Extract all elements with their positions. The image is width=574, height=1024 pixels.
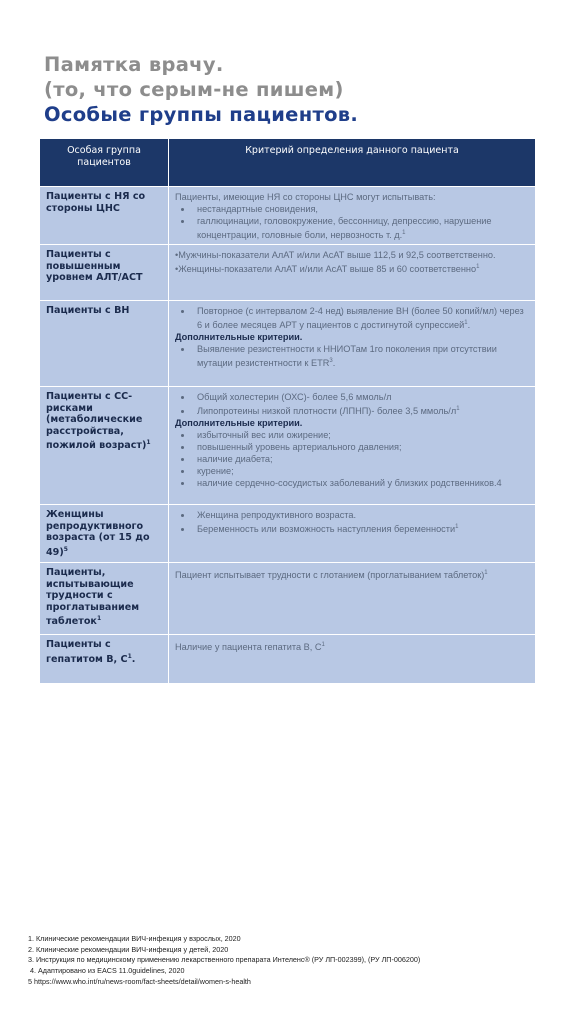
row-criteria-cns: Пациенты, имеющие НЯ со стороны ЦНС могут испытывать: • нестандартные сновидения, • галлюцинации, головокружение, бессонницу, депрессию, нарушение концентрации, головные боли, нервозность т. д.$^1$ (169, 187, 536, 245)
row-criteria-alt-ast (169, 245, 536, 301)
list-item: •Женщины-показатели АлАТ и/или АсАТ выше 85 и 60 соответственно$^1$ (175, 264, 480, 275)
reference-item: 1. Клинические рекомендации ВИЧ-инфекция у взрослых, 2020 (28, 934, 241, 943)
list-item: • наличие сердечно-сосудистых заболеваний у близких родственников.4 (193, 477, 529, 489)
table-row (40, 387, 536, 505)
row-criteria-vn (169, 301, 536, 387)
table-row (40, 245, 536, 301)
table-row (40, 563, 536, 635)
title-line-memo: Памятка врачу. (44, 53, 224, 76)
header-group: Особая группа пациентов (40, 139, 169, 187)
table-row (40, 301, 536, 387)
reference-item: 5 https://www.who.int/ru/news-room/fact-sheets/detail/women-s-health (28, 976, 251, 986)
list-item: • Повторное (с интервалом 2-4 нед) выявление ВН (более 50 копий/мл) через 6 и более месяцев АРТ у пациентов с достигнутой супрессией$^1$. (193, 305, 529, 331)
list-item: • Липопротеины низкой плотности (ЛПНП)- более 3,5 ммоль/$л^1$ (193, 403, 529, 417)
row-group-alt-ast: Пациенты с повышенным уровнем АЛТ/АСТ (40, 245, 169, 301)
reference-item: 4. Адаптировано из EACS 11.0guidelines, 2020 (30, 966, 185, 976)
slide-title (44, 52, 564, 127)
row-criteria-women (169, 505, 536, 563)
extra-criteria-heading: Дополнительные критерии. (175, 332, 303, 343)
row-criteria-hepatitis: Наличие у пациента гепатита В, $С^1$ (169, 635, 536, 684)
extra-criteria-heading: Дополнительные критерии. (175, 418, 303, 429)
title-line-note: (то, что серым-не пишем) (44, 78, 344, 101)
list-item: • Женщина репродуктивного возраста. (193, 509, 529, 521)
list-item: • повышенный уровень артериального давления; (193, 441, 529, 453)
list-item: • галлюцинации, головокружение, бессонницу, депрессию, нарушение концентрации, головные боли, нервозность т. д.$^1$ (193, 215, 529, 241)
list-item: • Выявление резистентности к ННИОТам 1го поколения при отсутствии мутации резистентности к ETR$^3$. (193, 343, 529, 369)
list-item: • Общий холестерин (ОХС)- более 5,6 ммоль/л (193, 391, 529, 403)
reference-item: 3. Инструкция по медицинскому применению лекарственного препарата Интеленс® (РУ ЛП-002399), (РУ ЛП-006200) (28, 955, 421, 965)
table-row (40, 505, 536, 563)
table-row (40, 187, 536, 245)
list-item: • курение; (193, 465, 529, 477)
list-item: •Мужчины-показатели АлАТ и/или АсАТ выше 112,5 и 92,5 соответственно. (175, 250, 496, 260)
row-group-swallowing: Пациенты, испытывающие трудности с проглатыванием таблеток$^1$ (40, 563, 169, 635)
list-item: • избыточный вес или ожирение; (193, 429, 529, 441)
table-header-row (40, 139, 536, 187)
row-group-vn: Пациенты с ВН (40, 301, 169, 387)
row-criteria-cv-risk (169, 387, 536, 505)
reference-item: 2. Клинические рекомендации ВИЧ-инфекция у детей, 2020 (28, 944, 229, 954)
row-group-cv-risk: Пациенты с СС-рисками (метаболические расстройства, пожилой возраст)$^1$ (40, 387, 169, 505)
title-line-main: Особые группы пациентов. (44, 103, 359, 126)
header-criteria: Критерий определения данного пациента (169, 139, 536, 187)
patient-groups-table (39, 138, 536, 684)
row-group-cns: Пациенты с НЯ со стороны ЦНС (40, 187, 169, 245)
list-item: • наличие диабета; (193, 453, 529, 465)
list-item: • Беременность или возможность наступления беременности$^1$ (193, 521, 529, 535)
row-criteria-swallowing: Пациент испытывает трудности с глотанием (проглатыванием таблеток)$^1$ (169, 563, 536, 635)
row-group-women: Женщины репродуктивного возраста (от 15 до 49)$^5$ (40, 505, 169, 563)
references (28, 934, 548, 988)
table-row (40, 635, 536, 684)
list-item: • нестандартные сновидения, (193, 203, 529, 215)
row-group-hepatitis: Пациенты с гепатитом В, $С^1$. (40, 635, 169, 684)
